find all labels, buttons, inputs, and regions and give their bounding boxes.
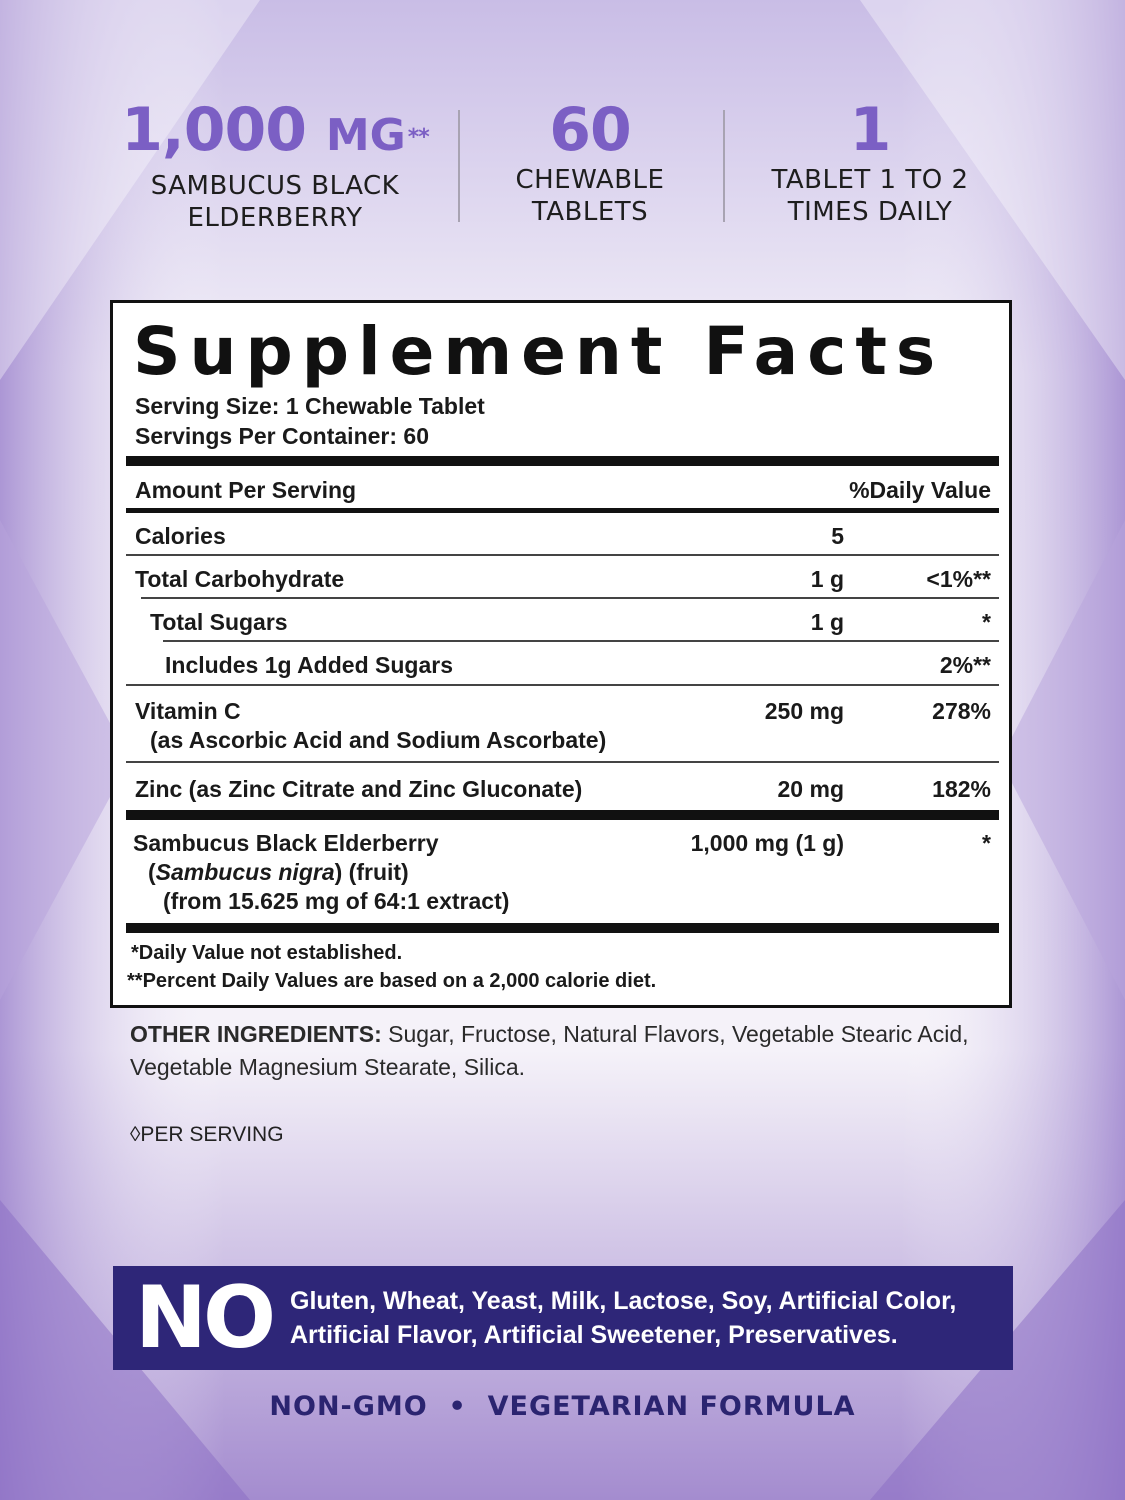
free-from-banner bbox=[113, 1266, 1013, 1370]
row-zinc-amount: 20 mg bbox=[777, 776, 844, 802]
claims-line: NON-GMO • VEGETARIAN FORMULA bbox=[269, 1391, 856, 1422]
divider bbox=[141, 597, 999, 599]
header-daily-value: %Daily Value bbox=[849, 477, 991, 503]
footnote-daily-value: *Daily Value not established. bbox=[131, 942, 403, 964]
row-sugars-amount: 1 g bbox=[810, 609, 844, 635]
supplement-facts-title: Supplement Facts bbox=[133, 313, 945, 390]
header-amount-per-serving: Amount Per Serving bbox=[135, 477, 357, 503]
row-sugars-dv: * bbox=[982, 609, 991, 635]
divider bbox=[126, 508, 999, 513]
row-zinc-dv: 182% bbox=[932, 776, 991, 802]
row-zinc-name: Zinc (as Zinc Citrate and Zinc Gluconate) bbox=[135, 776, 583, 802]
divider bbox=[126, 684, 999, 686]
servings-per-container: Servings Per Container: 60 bbox=[135, 423, 429, 449]
row-vitamin-c-amount: 250 mg bbox=[764, 698, 844, 724]
divider bbox=[126, 810, 999, 820]
row-vitamin-c-name: Vitamin C bbox=[135, 698, 241, 724]
row-elderberry-name: Sambucus Black Elderberry bbox=[133, 830, 439, 856]
row-elderberry-amount: 1,000 mg (1 g) bbox=[690, 830, 844, 856]
divider bbox=[126, 923, 999, 933]
row-sugars-name: Total Sugars bbox=[150, 609, 288, 635]
serving-size: Serving Size: 1 Chewable Tablet bbox=[135, 393, 485, 419]
row-calories-name: Calories bbox=[135, 523, 226, 549]
row-calories-amount: 5 bbox=[831, 523, 844, 549]
stats-row bbox=[100, 96, 1025, 236]
stat-usage-label-line2: TIMES DAILY bbox=[787, 197, 953, 227]
footnote-percent-daily: **Percent Daily Values are based on a 2,000 calorie diet. bbox=[127, 970, 657, 992]
divider bbox=[458, 110, 460, 222]
divider bbox=[163, 640, 999, 642]
row-carbohydrate-amount: 1 g bbox=[810, 566, 844, 592]
stat-count bbox=[485, 96, 695, 228]
divider bbox=[126, 554, 999, 556]
row-vitamin-c-dv: 278% bbox=[932, 698, 991, 724]
row-added-sugars-name: Includes 1g Added Sugars bbox=[165, 652, 453, 678]
row-carbohydrate-dv: <1%** bbox=[926, 566, 991, 592]
row-carbohydrate-name: Total Carbohydrate bbox=[135, 566, 345, 592]
divider bbox=[126, 761, 999, 763]
stat-usage-value: 1 bbox=[849, 95, 891, 165]
row-elderberry-extract: (from 15.625 mg of 64:1 extract) bbox=[163, 888, 510, 914]
stat-count-value: 60 bbox=[549, 95, 631, 165]
other-ingredients: OTHER INGREDIENTS: Sugar, Fructose, Natural Flavors, Vegetable Stearic Acid, Vegetable Magnesium Stearate, Silica. bbox=[130, 1021, 969, 1080]
stat-usage-label-line1: TABLET 1 TO 2 bbox=[771, 165, 969, 195]
row-elderberry-source: (Sambucus nigra) (fruit) bbox=[148, 859, 409, 885]
stat-usage bbox=[760, 96, 980, 228]
row-added-sugars-dv: 2%** bbox=[939, 652, 991, 678]
free-from-list: Gluten, Wheat, Yeast, Milk, Lactose, Soy, Artificial Color, Artificial Flavor, Artificial Sweetener, Preservatives. bbox=[290, 1287, 957, 1349]
divider bbox=[126, 456, 999, 466]
stat-count-label-line1: CHEWABLE bbox=[515, 165, 665, 195]
divider bbox=[723, 110, 725, 222]
stat-dose-label-line1: SAMBUCUS BLACK bbox=[150, 171, 400, 201]
row-vitamin-c-source: (as Ascorbic Acid and Sodium Ascorbate) bbox=[150, 727, 607, 753]
per-serving-note: ◊PER SERVING bbox=[130, 1123, 284, 1146]
supplement-facts-panel bbox=[110, 300, 1012, 1008]
free-from-no: NO bbox=[135, 1268, 273, 1368]
stat-dose-value: 1,000 MG** bbox=[121, 95, 429, 165]
row-elderberry-dv: * bbox=[982, 830, 991, 856]
stat-dose bbox=[120, 96, 430, 234]
stat-count-label-line2: TABLETS bbox=[531, 197, 649, 227]
stat-dose-label-line2: ELDERBERRY bbox=[187, 203, 363, 233]
